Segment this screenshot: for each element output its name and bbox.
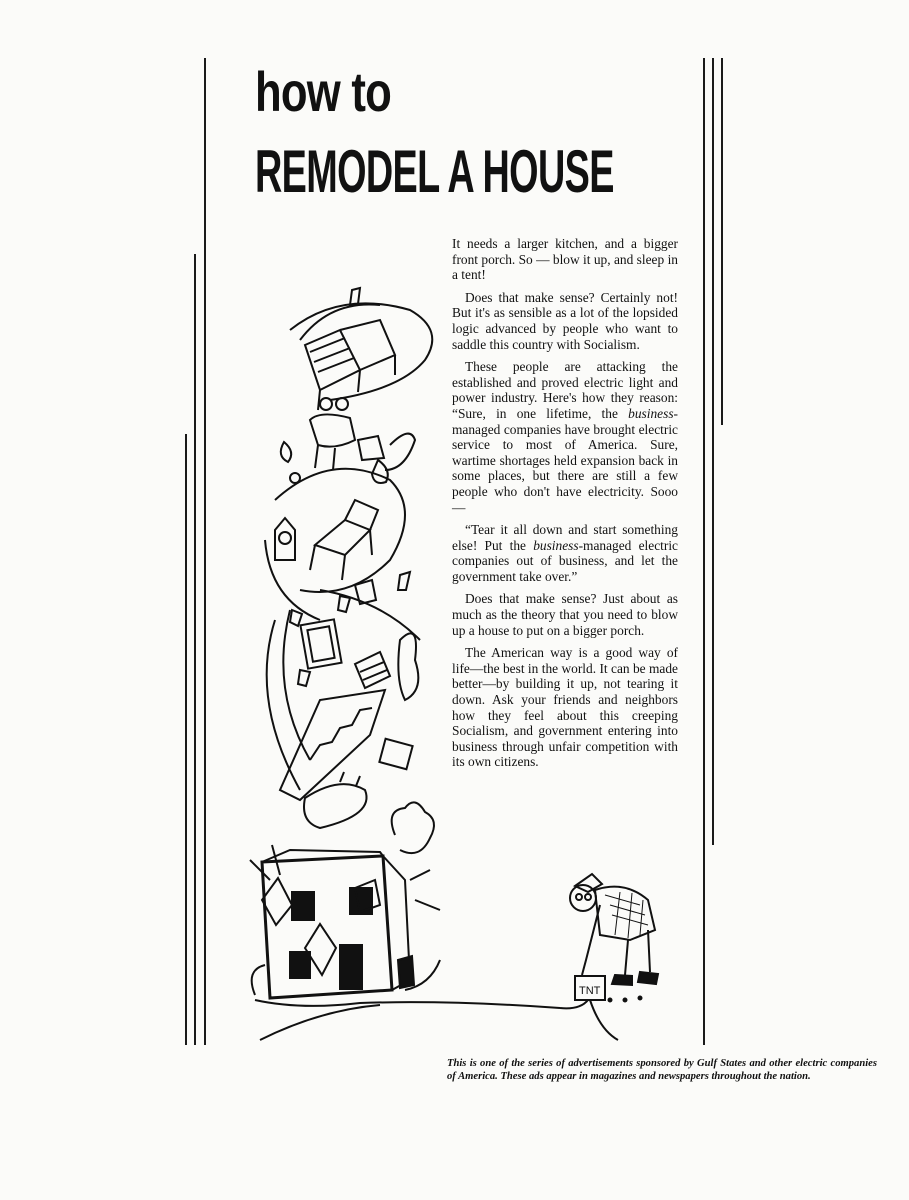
clock-icon [279, 532, 291, 544]
paper-scrap-icon [290, 610, 302, 626]
paragraph-3-end: -managed companies have brought electric service to most of America. Sure, wartime shortages held expansion back in some places, but there are still a few people who don't have electricity. Sooo — [452, 405, 678, 515]
man-arm-icon [582, 905, 600, 975]
paper-scrap-icon [350, 288, 360, 305]
debris-face-icon [310, 414, 355, 470]
paragraph-2: Does that make sense? Certainly not! But it's as sensible as a lot of the lopsided logic advanced by people who want to saddle this country with Socialism. [452, 289, 678, 352]
paragraph-4-emphasis: business [533, 537, 579, 553]
house-window-icon [290, 952, 310, 978]
debris-dot [639, 997, 642, 1000]
chair-icon [345, 500, 378, 530]
house-window-icon [398, 956, 414, 988]
paragraph-3-emphasis: business [628, 405, 674, 421]
fuse-wire [560, 1000, 588, 1008]
headline-line2: REMODEL A HOUSE [255, 138, 614, 205]
man-eye-icon [576, 894, 582, 900]
debris-face-icon [320, 398, 332, 410]
fuse-wire [590, 1000, 618, 1040]
paragraph-4-end: -managed electric companies out of business, and let the government take over.” [452, 537, 678, 584]
chair-icon [310, 520, 372, 580]
radio-icon [379, 739, 412, 769]
house-door-icon [340, 945, 362, 989]
man-shoe-icon [638, 972, 658, 984]
staircase-icon [310, 708, 372, 760]
house-window-icon [292, 892, 314, 920]
paper-scrap-icon [298, 670, 310, 686]
debris-icon [385, 434, 415, 470]
debris-dot [609, 999, 612, 1002]
debris-swirl [320, 590, 420, 640]
debris-face-icon [336, 398, 348, 410]
debris-icon [281, 442, 291, 462]
bathtub-icon [304, 784, 367, 828]
man-body-icon [595, 887, 655, 940]
plant-icon [398, 633, 418, 700]
debris-swirl [265, 540, 320, 620]
paragraph-4-start: “Tear it all down and start something else! Put the [452, 522, 678, 553]
paper-scrap-icon [398, 572, 410, 590]
lamp-icon [358, 436, 384, 460]
paragraph-5: Does that make sense? Just about as much as the theory that you need to blow up a house to put on a bigger porch. [452, 591, 678, 638]
paragraph-1: It needs a larger kitchen, and a bigger front porch. So — blow it up, and sleep in a tent! [452, 236, 678, 283]
house-window-icon [350, 888, 372, 914]
debris-icon [290, 473, 300, 483]
bucket-icon [355, 580, 376, 604]
house-icon [262, 856, 392, 998]
man-body-icon [605, 892, 648, 938]
sponsor-note: This is one of the series of advertisements sponsored by Gulf States and other electric companies of America. These ads appear in magazines and newspapers throughout the nation. [447, 1058, 877, 1082]
headline-line1: how to [255, 60, 392, 123]
ground-line [260, 1005, 380, 1040]
chimney-icon [355, 652, 390, 688]
smoke-cloud-icon [392, 802, 434, 853]
picture-frame-icon [307, 626, 334, 661]
tnt-label: TNT [579, 985, 601, 997]
kettle-icon [372, 460, 388, 483]
man-eye-icon [585, 894, 591, 900]
clock-icon [275, 518, 295, 560]
paper-scrap-icon [338, 596, 350, 612]
debris-dot [624, 999, 627, 1002]
ground-line [255, 1000, 560, 1008]
paragraph-3-start: These people are attacking the established and proved electric light and power industry. Here's how they reason: “Sure, in one lifetime, the [452, 359, 678, 421]
man-shoe-icon [612, 975, 632, 985]
paragraph-6: The American way is a good way of life—the best in the world. It can be made better—by building it up, not tearing it down. Ask your friends and neighbors how they feel about this creeping Socialism, and government entering into business through unfair competition with its own citizens. [452, 645, 678, 770]
